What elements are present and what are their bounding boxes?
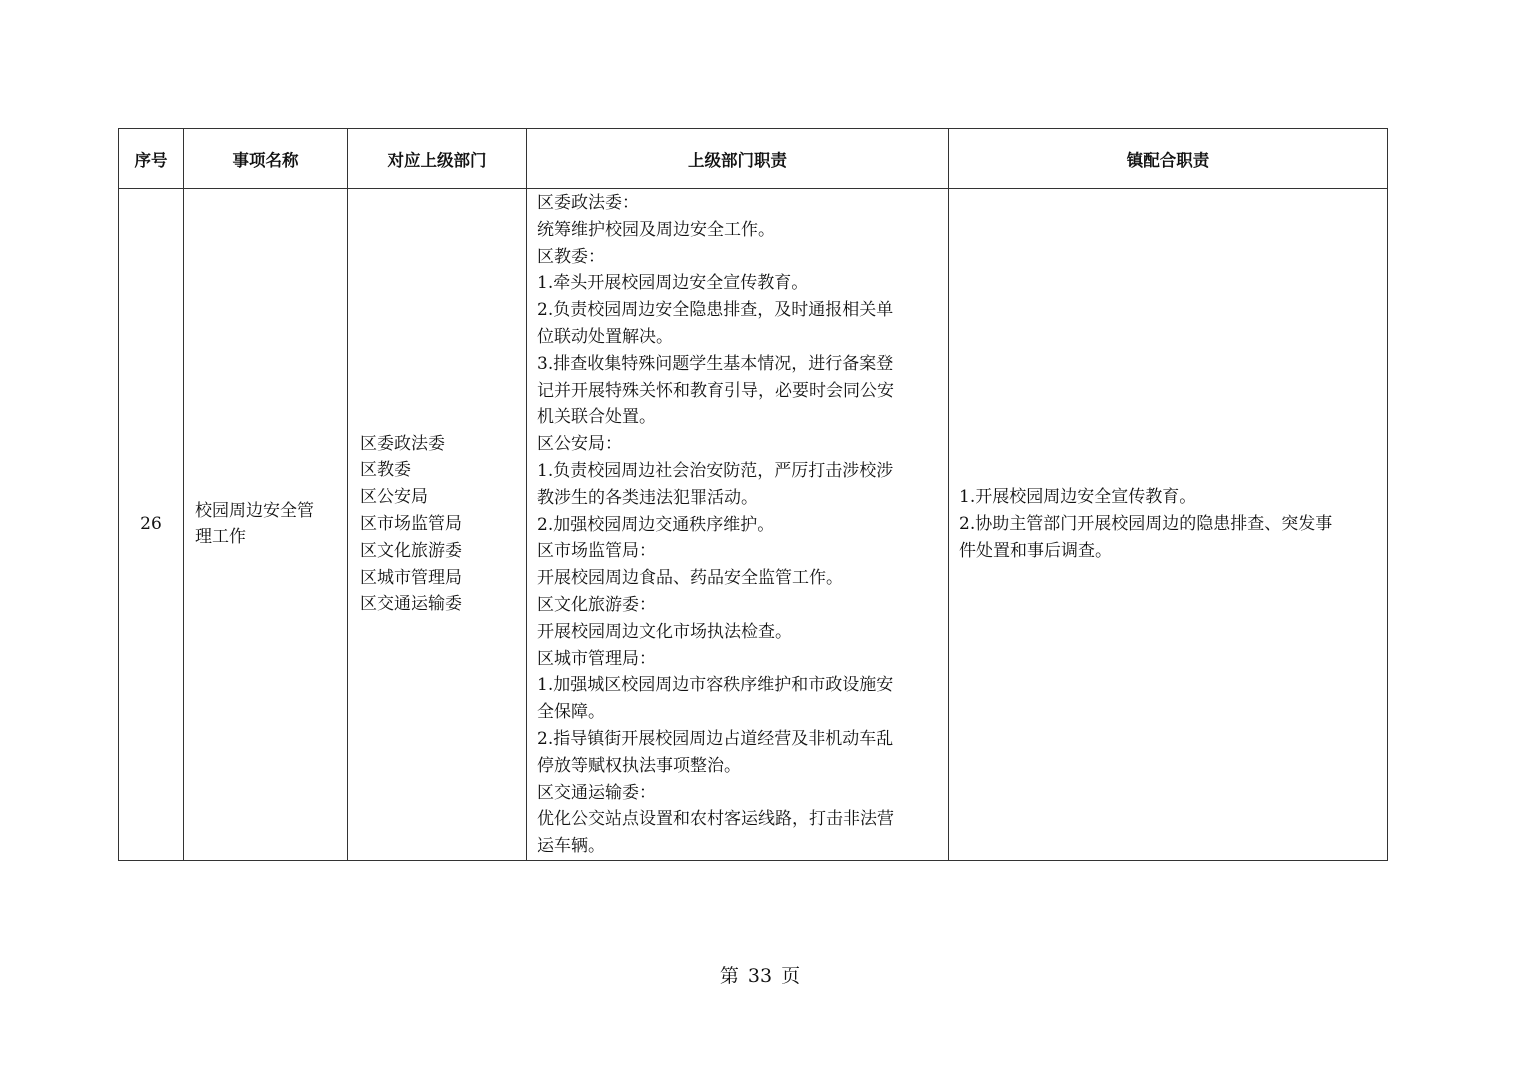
- department-item: 区教委: [360, 460, 411, 481]
- row-town-duty: [949, 189, 1388, 861]
- upper-duty-line: 开展校园周边文化市场执法检查。: [537, 621, 792, 642]
- upper-duty-line: 位联动处置解决。: [537, 326, 673, 347]
- department-item: 区市场监管局: [360, 514, 462, 535]
- upper-duty-line: 1.牵头开展校园周边安全宣传教育。: [537, 273, 809, 294]
- upper-duty-line: 区市场监管局：: [537, 541, 656, 562]
- row-item-name: [184, 189, 348, 861]
- department-item: 区文化旅游委: [360, 540, 462, 561]
- upper-duty-line: 区交通运输委：: [537, 782, 656, 803]
- upper-duty-line: 2.加强校园周边交通秩序维护。: [537, 514, 775, 535]
- item-name-line: 理工作: [195, 527, 246, 548]
- upper-duty-line: 运车辆。: [537, 836, 605, 857]
- page-number: 33: [747, 965, 773, 987]
- upper-duty-line: 区城市管理局：: [537, 648, 656, 669]
- upper-duty-line: 停放等赋权执法事项整治。: [537, 755, 741, 776]
- upper-duty-line: 开展校园周边食品、药品安全监管工作。: [537, 568, 843, 589]
- department-item: 区委政法委: [360, 433, 445, 454]
- upper-duty-line: 教涉生的各类违法犯罪活动。: [537, 487, 758, 508]
- department-item: 区城市管理局: [360, 567, 462, 588]
- upper-duty-line: 优化公交站点设置和农村客运线路，打击非法营: [537, 809, 894, 830]
- page-prefix: 第: [719, 965, 739, 987]
- upper-duty-line: 区教委：: [537, 246, 605, 267]
- town-duty-line: 2.协助主管部门开展校园周边的隐患排查、突发事: [959, 514, 1333, 535]
- table-header-row: [119, 129, 1388, 189]
- responsibility-table: [118, 128, 1388, 861]
- header-item-name: 事项名称: [184, 129, 348, 189]
- row-departments: [348, 189, 527, 861]
- page-suffix: 页: [781, 965, 801, 987]
- upper-duty-line: 3.排查收集特殊问题学生基本情况，进行备案登: [537, 353, 894, 374]
- page-footer: [0, 962, 1520, 990]
- upper-duty-line: 机关联合处置。: [537, 407, 656, 428]
- upper-duty-line: 区公安局：: [537, 434, 622, 455]
- header-upper-duty: 上级部门职责: [527, 129, 949, 189]
- upper-duty-line: 统筹维护校园及周边安全工作。: [537, 219, 775, 240]
- department-item: 区交通运输委: [360, 594, 462, 615]
- upper-duty-line: 区委政法委：: [537, 193, 639, 213]
- header-upper-department: 对应上级部门: [348, 129, 527, 189]
- header-town-duty: 镇配合职责: [949, 129, 1388, 189]
- upper-duty-line: 2.负责校园周边安全隐患排查，及时通报相关单: [537, 300, 894, 321]
- upper-duty-line: 区文化旅游委：: [537, 594, 656, 615]
- upper-duty-line: 记并开展特殊关怀和教育引导，必要时会同公安: [537, 380, 894, 401]
- upper-duty-line: 全保障。: [537, 702, 605, 723]
- table-row: [119, 189, 1388, 861]
- department-item: 区公安局: [360, 487, 428, 508]
- upper-duty-line: 2.指导镇街开展校园周边占道经营及非机动车乱: [537, 728, 894, 749]
- header-seq: 序号: [119, 129, 184, 189]
- row-seq: 26: [119, 189, 184, 861]
- town-duty-line: 1.开展校园周边安全宣传教育。: [959, 487, 1197, 508]
- item-name-line: 校园周边安全管: [195, 500, 314, 521]
- upper-duty-line: 1.加强城区校园周边市容秩序维护和市政设施安: [537, 675, 894, 696]
- upper-duty-line: 1.负责校园周边社会治安防范，严厉打击涉校涉: [537, 460, 894, 481]
- row-upper-duty: [527, 189, 949, 861]
- town-duty-line: 件处置和事后调查。: [959, 540, 1112, 561]
